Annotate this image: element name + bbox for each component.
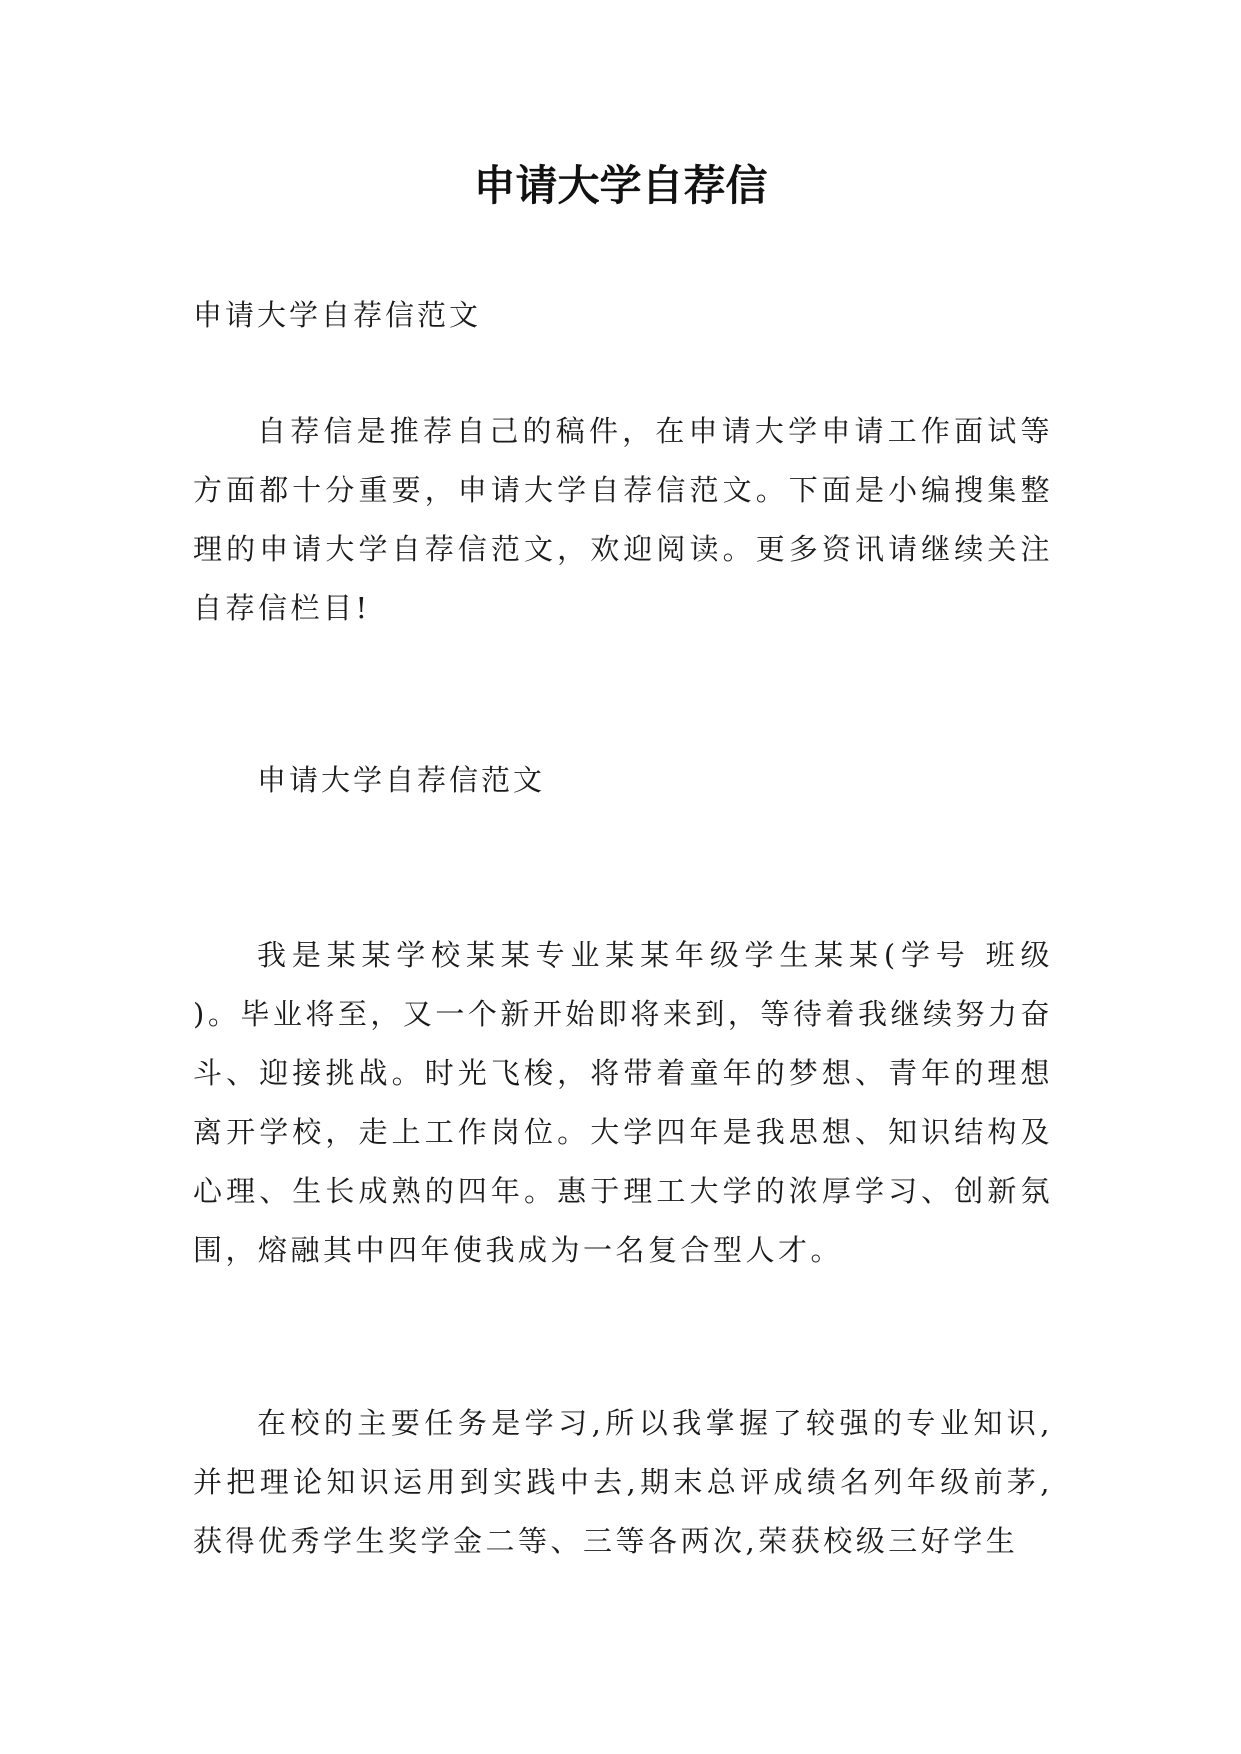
section-heading: 申请大学自荐信范文 bbox=[257, 763, 546, 797]
body-paragraph: 在校的主要任务是学习,所以我掌握了较强的专业知识,并把理论知识运用到实践中去,期末总评成绩名列年级前茅,获得优秀学生奖学金二等、三等各两次,荣获校级三好学生 bbox=[193, 1406, 1053, 1558]
intro-paragraph: 自荐信是推荐自己的稿件，在申请大学申请工作面试等方面都十分重要，申请大学自荐信范文。下面是小编搜集整理的申请大学自荐信范文，欢迎阅读。更多资讯请继续关注自荐信栏目! bbox=[193, 414, 1053, 625]
body-paragraph: 我是某某学校某某专业某某年级学生某某(学号 班级 )。毕业将至，又一个新开始即将来到，等待着我继续努力奋斗、迎接挑战。时光飞梭，将带着童年的梦想、青年的理想离开学校，走上工作岗位。大学四年是我思想、知识结构及心理、生长成熟的四年。惠于理工大学的浓厚学习、创新氛围，熔融其中四年使我成为一名复合型人才。 bbox=[193, 938, 1053, 1267]
document-subtitle: 申请大学自荐信范文 bbox=[193, 298, 482, 332]
document-title: 申请大学自荐信 bbox=[473, 161, 768, 210]
